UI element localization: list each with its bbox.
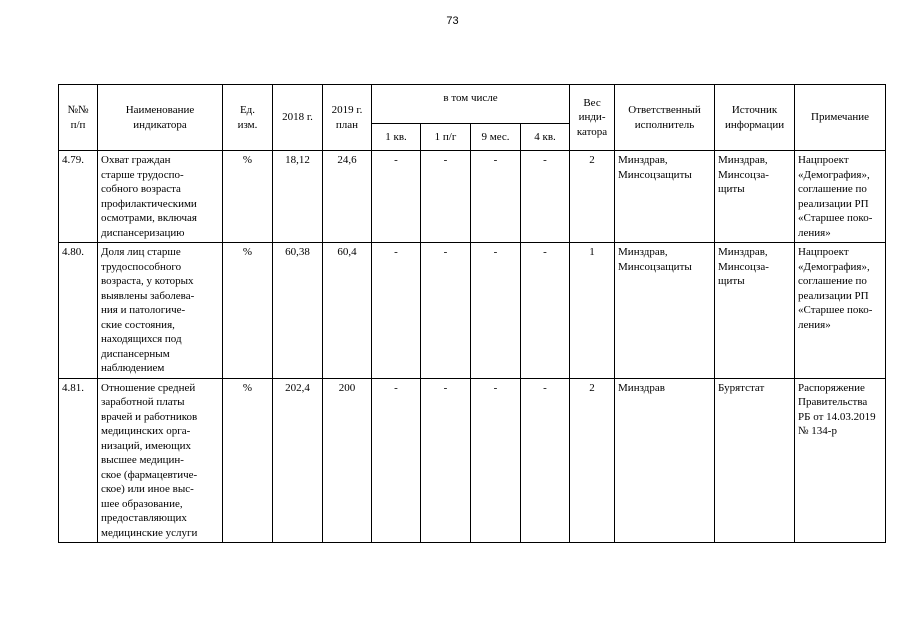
row-executor: Минздрав	[615, 378, 715, 543]
header-weight: Вес инди- катора	[570, 85, 615, 151]
row-weight: 2	[570, 151, 615, 243]
row-9m: -	[471, 378, 521, 543]
row-indicator-name: Отношение средней заработной платы врачей и работников медицинских орга- низаций, имеющих высшее медицин- ское (фармацевтиче- ское) или иное выс- шее образование, предоставляющих медицинские услуги	[98, 378, 223, 543]
row-q4: -	[521, 243, 570, 379]
row-note: Распоряжение Правительства РБ от 14.03.2019 № 134-р	[795, 378, 886, 543]
row-q1: -	[372, 243, 421, 379]
row-unit: %	[223, 151, 273, 243]
row-indicator-name: Охват граждан старше трудоспо- собного возраста профилактическими осмотрами, включая диспансеризацию	[98, 151, 223, 243]
row-q4: -	[521, 151, 570, 243]
page-number: 73	[446, 15, 459, 27]
row-num: 4.81.	[59, 378, 98, 543]
row-h1: -	[421, 243, 471, 379]
header-note: Примечание	[795, 85, 886, 151]
header-q4: 4 кв.	[521, 124, 570, 151]
header-2019-plan: 2019 г. план	[323, 85, 372, 151]
row-weight: 2	[570, 378, 615, 543]
row-indicator-name: Доля лиц старше трудоспособного возраста, у которых выявлены заболева- ния и патологиче- ские состояния, находящихся под диспансерным наблюдением	[98, 243, 223, 379]
row-executor: Минздрав, Минсоцзащиты	[615, 243, 715, 379]
row-source: Минздрав, Минсоцза- щиты	[715, 243, 795, 379]
header-source: Источник информации	[715, 85, 795, 151]
row-9m: -	[471, 243, 521, 379]
header-row-top	[59, 85, 886, 124]
row-num: 4.79.	[59, 151, 98, 243]
header-9m: 9 мес.	[471, 124, 521, 151]
header-including: в том числе	[372, 85, 570, 124]
header-num: №№ п/п	[59, 85, 98, 151]
row-source: Бурятстат	[715, 378, 795, 543]
row-q1: -	[372, 378, 421, 543]
row-h1: -	[421, 151, 471, 243]
indicators-table	[58, 84, 886, 543]
row-2019-plan: 24,6	[323, 151, 372, 243]
row-note: Нацпроект «Демография», соглашение по реализации РП «Старшее поко- ления»	[795, 243, 886, 379]
row-num: 4.80.	[59, 243, 98, 379]
table-row	[59, 378, 886, 543]
row-weight: 1	[570, 243, 615, 379]
row-2018: 18,12	[273, 151, 323, 243]
row-unit: %	[223, 243, 273, 379]
row-q1: -	[372, 151, 421, 243]
row-executor: Минздрав, Минсоцзащиты	[615, 151, 715, 243]
row-h1: -	[421, 378, 471, 543]
header-q1: 1 кв.	[372, 124, 421, 151]
row-note: Нацпроект «Демография», соглашение по реализации РП «Старшее поко- ления»	[795, 151, 886, 243]
row-2019-plan: 60,4	[323, 243, 372, 379]
table-row	[59, 243, 886, 379]
row-2018: 202,4	[273, 378, 323, 543]
header-h1: 1 п/г	[421, 124, 471, 151]
row-source: Минздрав, Минсоцза- щиты	[715, 151, 795, 243]
row-2019-plan: 200	[323, 378, 372, 543]
header-name: Наименование индикатора	[98, 85, 223, 151]
table-row	[59, 151, 886, 243]
header-2018: 2018 г.	[273, 85, 323, 151]
header-executor: Ответственный исполнитель	[615, 85, 715, 151]
row-unit: %	[223, 378, 273, 543]
row-2018: 60,38	[273, 243, 323, 379]
header-unit: Ед. изм.	[223, 85, 273, 151]
row-q4: -	[521, 378, 570, 543]
row-9m: -	[471, 151, 521, 243]
